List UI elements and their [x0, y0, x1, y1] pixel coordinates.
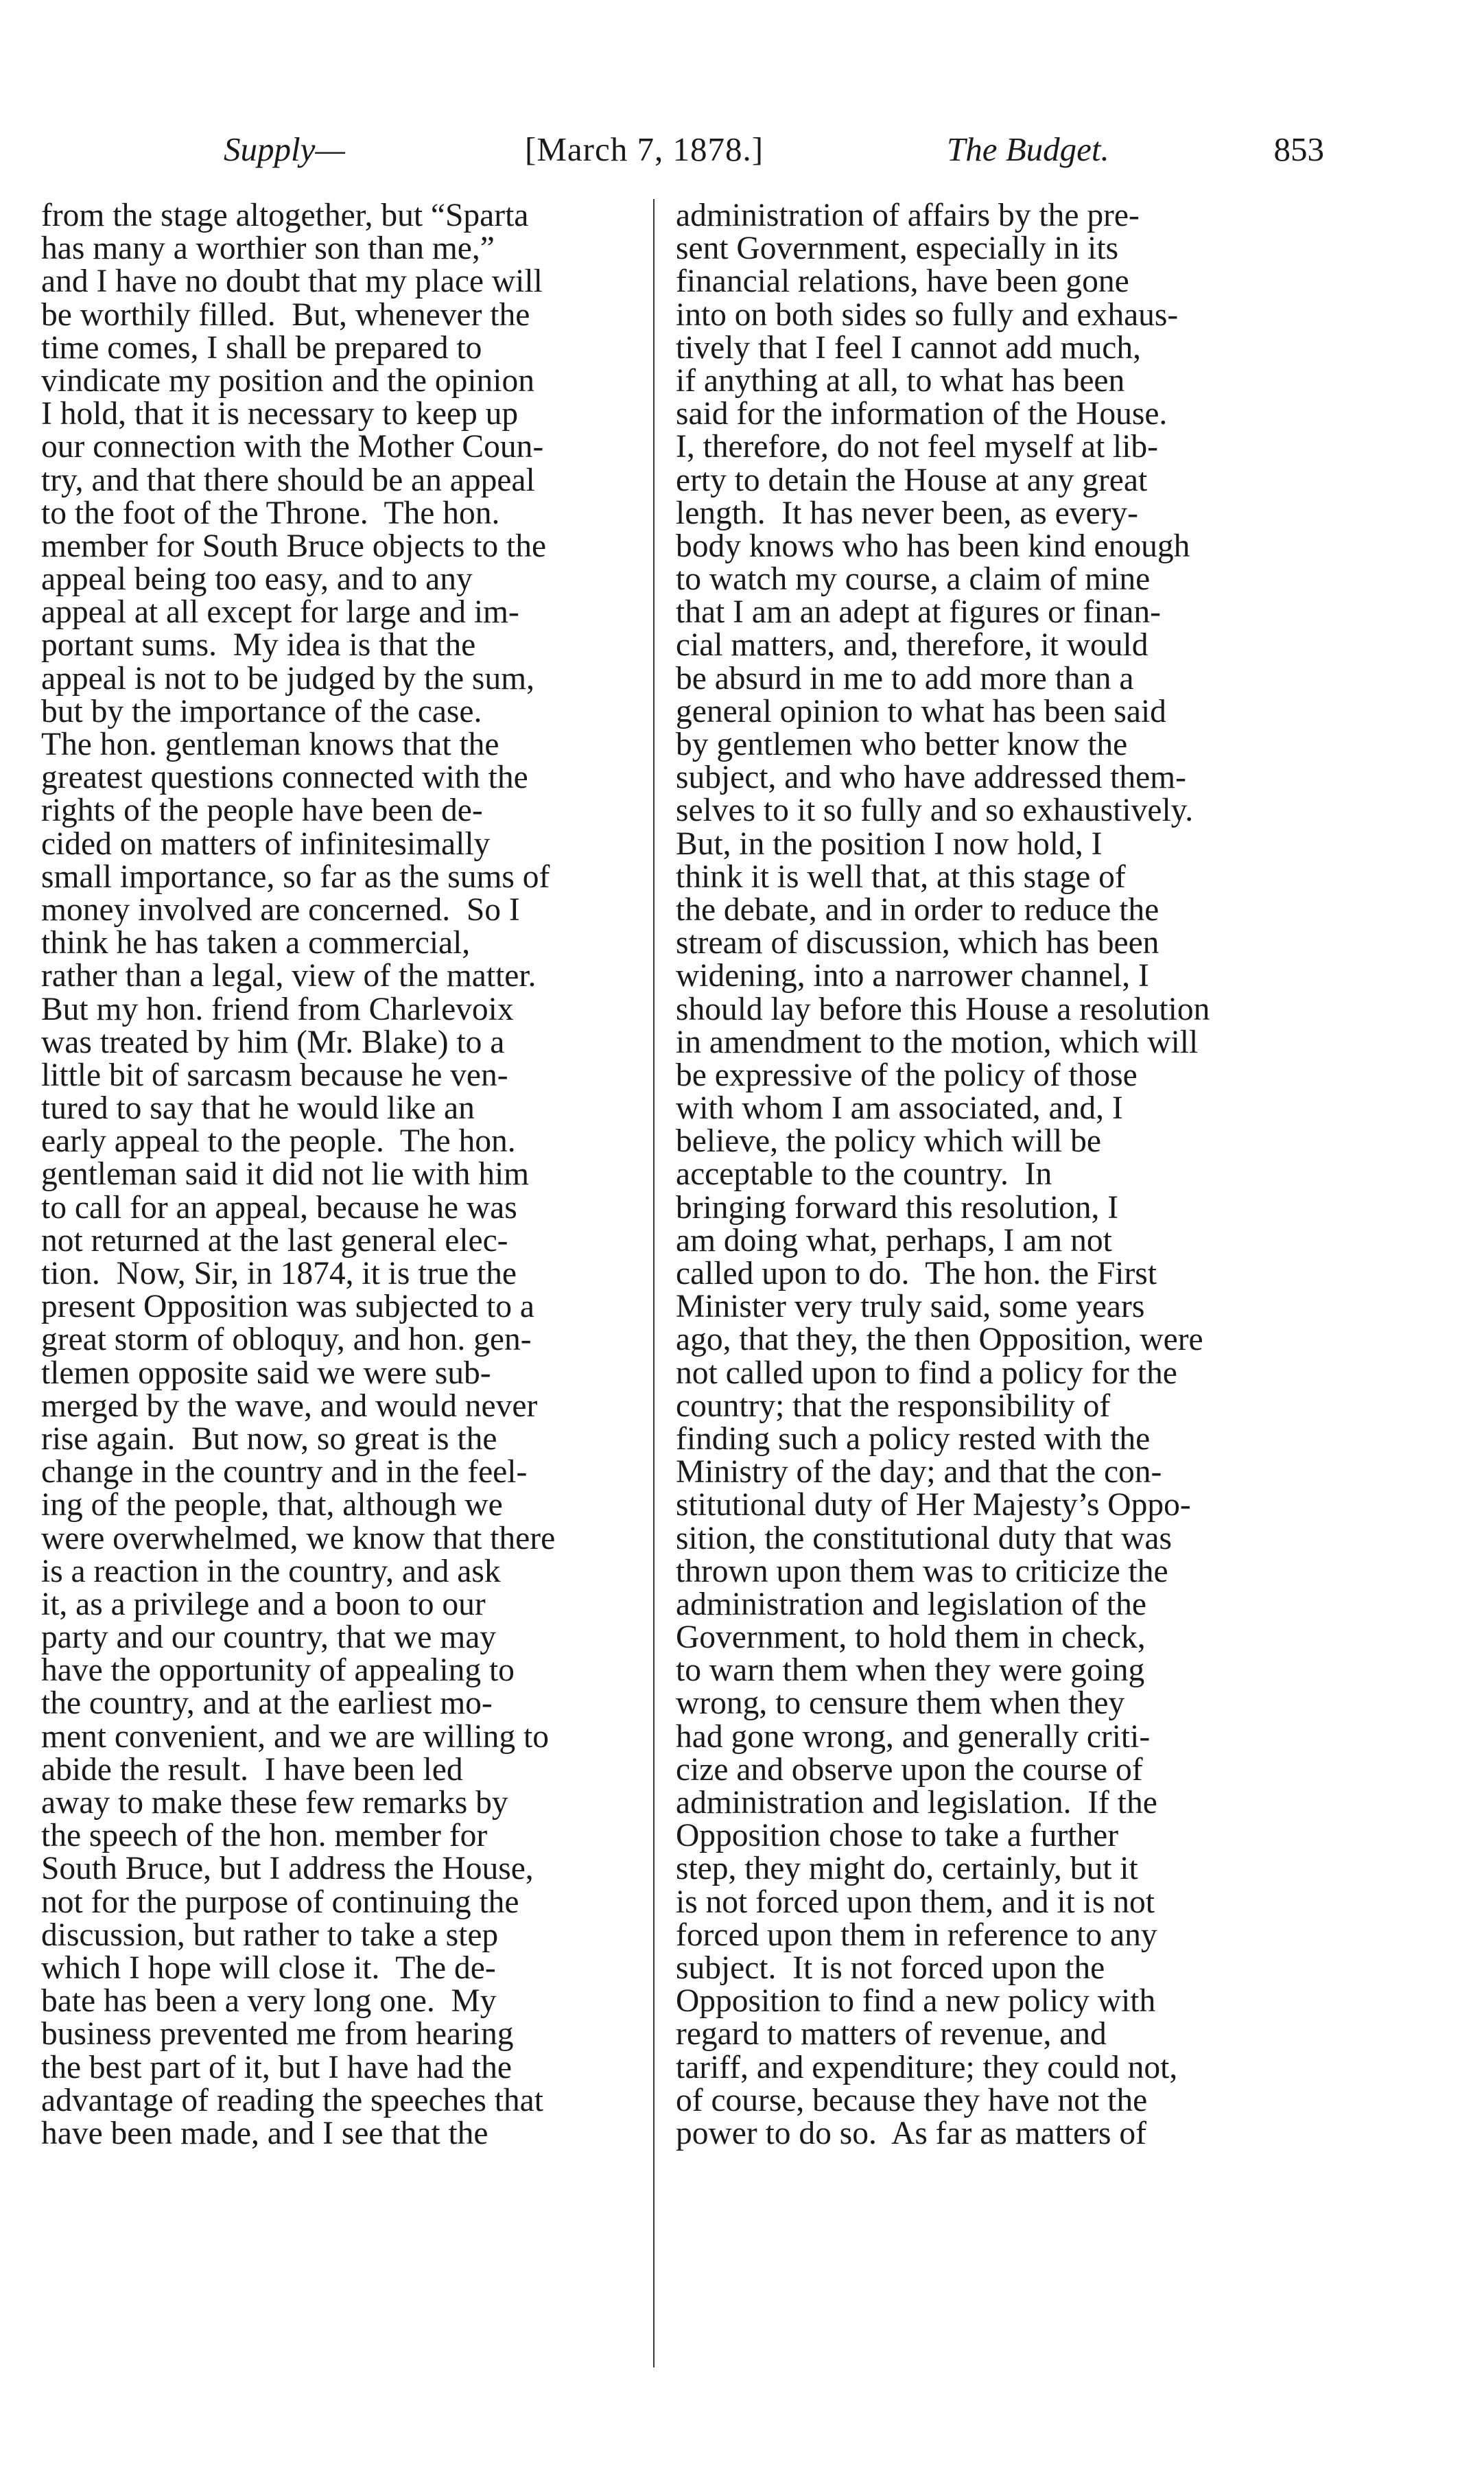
- text-line: Opposition to find a new policy with: [676, 1983, 1156, 2020]
- right-text-column: [676, 199, 1314, 2150]
- text-line: ment convenient, and we are willing to: [41, 1718, 549, 1755]
- text-line: to watch my course, a claim of mine: [676, 561, 1151, 598]
- text-line: away to make these few remarks by: [41, 1785, 508, 1821]
- text-line: to the foot of the Throne. The hon.: [41, 495, 500, 531]
- text-line: sent Government, especially in its: [676, 231, 1119, 267]
- text-line: selves to it so fully and so exhaustively.: [676, 793, 1194, 829]
- text-line: tively that I feel I cannot add much,: [676, 329, 1141, 366]
- header-date: [March 7, 1878.]: [525, 130, 764, 168]
- text-line: our connection with the Mother Coun-: [41, 429, 544, 465]
- header-section-title: Supply—: [224, 130, 345, 168]
- text-line: has many a worthier son than me,”: [41, 231, 495, 267]
- text-line: I hold, that it is necessary to keep up: [41, 396, 519, 432]
- text-line: present Opposition was subjected to a: [41, 1289, 534, 1325]
- text-line: cize and observe upon the course of: [676, 1751, 1143, 1788]
- text-line: tlemen opposite said we were sub-: [41, 1355, 491, 1391]
- text-line: bate has been a very long one. My: [41, 1983, 497, 2020]
- text-line: rather than a legal, view of the matter.: [41, 958, 537, 994]
- text-line: into on both sides so fully and exhaus-: [676, 296, 1179, 333]
- text-line: am doing what, perhaps, I am not: [676, 1222, 1112, 1259]
- text-line: the speech of the hon. member for: [41, 1818, 488, 1854]
- text-line: with whom I am associated, and, I: [676, 1090, 1123, 1127]
- text-line: rights of the people have been de-: [41, 793, 483, 829]
- text-line: tion. Now, Sir, in 1874, it is true the: [41, 1256, 517, 1291]
- text-line: subject, and who have addressed them-: [676, 760, 1186, 796]
- text-line: which I hope will close it. The de-: [41, 1950, 496, 1986]
- text-line: forced upon them in reference to any: [676, 1917, 1157, 1953]
- text-line: should lay before this House a resolution: [676, 991, 1210, 1027]
- text-line: South Bruce, but I address the House,: [41, 1851, 534, 1887]
- text-line: think it is well that, at this stage of: [676, 858, 1126, 895]
- text-line: acceptable to the country. In: [676, 1156, 1052, 1193]
- text-line: widening, into a narrower channel, I: [676, 958, 1149, 994]
- text-line: general opinion to what has been said: [676, 693, 1166, 729]
- text-line: subject. It is not forced upon the: [676, 1950, 1105, 1986]
- text-line: stitutional duty of Her Majesty’s Oppo-: [676, 1487, 1191, 1523]
- text-line: early appeal to the people. The hon.: [41, 1123, 516, 1160]
- text-line: be absurd in me to add more than a: [676, 660, 1134, 697]
- text-line: the country, and at the earliest mo-: [41, 1685, 493, 1722]
- text-line: financial relations, have been gone: [676, 264, 1129, 300]
- text-line: country; that the responsibility of: [676, 1388, 1111, 1424]
- text-line: member for South Bruce objects to the: [41, 528, 547, 564]
- text-line: but by the importance of the case.: [41, 693, 482, 729]
- text-line: The hon. gentleman knows that the: [41, 727, 499, 762]
- text-line: appeal is not to be judged by the sum,: [41, 660, 534, 697]
- text-line: finding such a policy rested with the: [676, 1420, 1151, 1457]
- text-line: Ministry of the day; and that the con-: [676, 1454, 1162, 1490]
- text-line: business prevented me from hearing: [41, 2016, 514, 2052]
- text-line: and I have no doubt that my place will: [41, 264, 543, 300]
- text-line: administration and legislation. If the: [676, 1785, 1157, 1821]
- text-line: sition, the constitutional duty that was: [676, 1520, 1172, 1556]
- text-line: was treated by him (Mr. Blake) to a: [41, 1024, 505, 1060]
- text-line: stream of discussion, which has been: [676, 925, 1159, 961]
- text-line: is a reaction in the country, and ask: [41, 1553, 501, 1589]
- text-line: were overwhelmed, we know that there: [41, 1520, 556, 1556]
- text-line: small importance, so far as the sums of: [41, 858, 550, 895]
- text-line: Minister very truly said, some years: [676, 1289, 1145, 1325]
- text-line: in amendment to the motion, which will: [676, 1024, 1199, 1060]
- text-line: wrong, to censure them when they: [676, 1685, 1125, 1722]
- text-line: of course, because they have not the: [676, 2082, 1148, 2118]
- text-line: abide the result. I have been led: [41, 1751, 463, 1788]
- text-line: appeal being too easy, and to any: [41, 561, 473, 598]
- text-line: it, as a privilege and a boon to our: [41, 1586, 486, 1622]
- text-line: cial matters, and, therefore, it would: [676, 627, 1149, 664]
- text-line: not for the purpose of continuing the: [41, 1884, 519, 1920]
- text-line: party and our country, that we may: [41, 1619, 497, 1656]
- running-header: [220, 122, 1324, 177]
- text-line: gentleman said it did not lie with him: [41, 1156, 530, 1193]
- text-line: body knows who has been kind enough: [676, 528, 1190, 564]
- text-line: Government, to hold them in check,: [676, 1619, 1146, 1656]
- text-line: be expressive of the policy of those: [676, 1057, 1138, 1093]
- text-line: rise again. But now, so great is the: [41, 1420, 497, 1457]
- page-number: 853: [1273, 130, 1324, 168]
- text-line: have been made, and I see that the: [41, 2115, 488, 2151]
- text-line: discussion, but rather to take a step: [41, 1917, 499, 1953]
- text-line: is not forced upon them, and it is not: [676, 1884, 1155, 1920]
- text-line: called upon to do. The hon. the First: [676, 1256, 1157, 1291]
- text-line: the best part of it, but I have had the: [41, 2049, 512, 2085]
- text-line: great storm of obloquy, and hon. gen-: [41, 1322, 532, 1358]
- text-line: not called upon to find a policy for the: [676, 1355, 1177, 1391]
- text-line: tariff, and expenditure; they could not,: [676, 2049, 1178, 2085]
- text-line: erty to detain the House at any great: [676, 462, 1148, 498]
- text-line: the debate, and in order to reduce the: [676, 891, 1159, 928]
- text-line: have the opportunity of appealing to: [41, 1652, 515, 1689]
- text-line: be worthily filled. But, whenever the: [41, 296, 530, 333]
- text-line: said for the information of the House.: [676, 396, 1168, 432]
- text-line: Opposition chose to take a further: [676, 1818, 1119, 1854]
- header-topic: The Budget.: [947, 130, 1109, 168]
- text-line: from the stage altogether, but “Sparta: [41, 198, 529, 233]
- text-line: vindicate my position and the opinion: [41, 362, 534, 399]
- text-line: tured to say that he would like an: [41, 1090, 475, 1127]
- text-line: administration of affairs by the pre-: [676, 198, 1140, 233]
- text-line: money involved are concerned. So I: [41, 891, 520, 928]
- text-line: that I am an adept at figures or finan-: [676, 594, 1161, 631]
- text-line: ing of the people, that, although we: [41, 1487, 503, 1523]
- text-line: But my hon. friend from Charlevoix: [41, 991, 514, 1027]
- text-line: little bit of sarcasm because he ven-: [41, 1057, 508, 1093]
- text-line: ago, that they, the then Opposition, were: [676, 1322, 1203, 1358]
- text-line: not returned at the last general elec-: [41, 1222, 508, 1259]
- text-line: merged by the wave, and would never: [41, 1388, 538, 1424]
- text-line: by gentlemen who better know the: [676, 727, 1128, 762]
- text-line: cided on matters of infinitesimally: [41, 826, 491, 862]
- text-line: try, and that there should be an appeal: [41, 462, 535, 498]
- text-line: to warn them when they were going: [676, 1652, 1145, 1689]
- text-line: portant sums. My idea is that the: [41, 627, 476, 664]
- text-line: advantage of reading the speeches that: [41, 2082, 543, 2118]
- text-line: greatest questions connected with the: [41, 760, 528, 796]
- text-line: believe, the policy which will be: [676, 1123, 1101, 1160]
- text-line: bringing forward this resolution, I: [676, 1189, 1119, 1226]
- text-line: But, in the position I now hold, I: [676, 826, 1103, 862]
- text-line: length. It has never been, as every-: [676, 495, 1138, 531]
- text-line: thrown upon them was to criticize the: [676, 1553, 1168, 1589]
- text-line: power to do so. As far as matters of: [676, 2115, 1146, 2151]
- left-text-column: [41, 199, 645, 2150]
- text-line: had gone wrong, and generally criti-: [676, 1718, 1151, 1755]
- text-line: to call for an appeal, because he was: [41, 1189, 517, 1226]
- text-line: administration and legislation of the: [676, 1586, 1146, 1622]
- text-line: regard to matters of revenue, and: [676, 2016, 1107, 2052]
- text-line: time comes, I shall be prepared to: [41, 329, 482, 366]
- column-divider: [653, 199, 655, 2367]
- text-line: appeal at all except for large and im-: [41, 594, 519, 631]
- text-line: change in the country and in the feel-: [41, 1454, 528, 1490]
- text-line: if anything at all, to what has been: [676, 362, 1125, 399]
- text-line: I, therefore, do not feel myself at lib-: [676, 429, 1158, 465]
- text-line: step, they might do, certainly, but it: [676, 1851, 1138, 1887]
- text-line: think he has taken a commercial,: [41, 925, 471, 961]
